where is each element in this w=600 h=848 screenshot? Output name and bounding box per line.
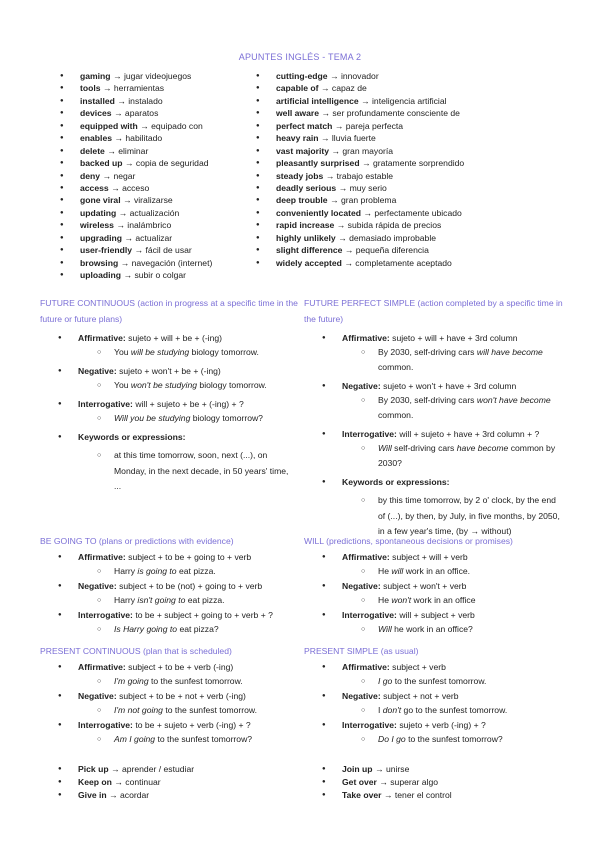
- rule-text: sujeto + will + have + 3rd column: [392, 333, 518, 343]
- arrow-icon: →: [124, 158, 134, 169]
- example: [304, 441, 558, 471]
- rule-text: will + sujeto + have + 3rd column + ?: [399, 429, 540, 439]
- rule-text: subject + to be + going to + verb: [128, 551, 252, 562]
- rule-label: Affirmative:: [78, 551, 126, 562]
- interrogative-rule: [304, 608, 574, 622]
- phrasal-verb-item: [40, 763, 194, 776]
- negative-rule: [304, 689, 574, 703]
- vocabulary-item: [60, 232, 212, 244]
- section-heading: BE GOING TO (plans or predictions with evidence): [40, 536, 234, 546]
- phrasal-verbs-right: [304, 763, 452, 802]
- rule-label: Negative:: [342, 690, 381, 701]
- rule-label: Keywords or expressions:: [342, 477, 450, 487]
- arrow-icon: →: [110, 764, 120, 774]
- term-spanish: ser profundamente consciente de: [332, 108, 460, 119]
- rule-label: Interrogative:: [342, 429, 397, 439]
- term-english: heavy rain: [276, 133, 319, 144]
- phrasal-verb-item: [304, 763, 452, 776]
- arrow-icon: →: [124, 232, 133, 243]
- term-english: uploading: [80, 270, 122, 280]
- term-english: enables: [80, 133, 113, 144]
- example-verb: Will you be studying: [114, 413, 191, 423]
- example: [304, 703, 574, 718]
- term-spanish: lluvia fuerte: [331, 133, 376, 144]
- term-spanish: negar: [113, 170, 136, 181]
- example: [40, 674, 302, 689]
- vocabulary-list-right: [256, 70, 464, 269]
- interrogative-rule: [304, 718, 574, 732]
- example: [304, 345, 558, 375]
- example-text: common by 2030?: [378, 443, 556, 468]
- rule-text: subject + not + verb: [383, 690, 459, 701]
- arrow-icon: →: [329, 71, 339, 81]
- vocabulary-item: [256, 194, 464, 206]
- term-english: equipped with: [80, 120, 138, 131]
- example: [40, 703, 302, 718]
- term-spanish: perfectamente ubicado: [374, 207, 462, 218]
- example-text: You: [114, 347, 131, 357]
- rule-label: Negative:: [342, 580, 381, 591]
- section-heading: WILL (predictions, spontaneous decisions or promises): [304, 536, 513, 546]
- section-future-continuous: [40, 296, 302, 495]
- vocabulary-item: [256, 219, 464, 231]
- vocabulary-item: [60, 194, 212, 206]
- example-text: eat pizza.: [176, 565, 216, 576]
- term-english: user-friendly: [80, 245, 133, 256]
- example: [304, 593, 574, 608]
- term-spanish: inalámbrico: [127, 220, 172, 231]
- term-english: deadly serious: [276, 182, 337, 193]
- term-spanish: fácil de usar: [145, 245, 192, 256]
- rule-text: to be + sujeto + verb (-ing) + ?: [135, 719, 251, 730]
- term-english: pleasantly surprised: [276, 158, 360, 169]
- term-spanish: tener el control: [394, 790, 452, 800]
- term-spanish: viralizarse: [133, 195, 173, 206]
- vocabulary-item: [60, 244, 212, 256]
- term-spanish: continuar: [125, 777, 161, 787]
- phrasal-verb-item: [40, 789, 194, 802]
- rule-text: subject + verb: [392, 661, 446, 672]
- example-text: eat pizza?: [177, 623, 219, 634]
- vocabulary-item: [60, 132, 212, 144]
- interrogative-rule: [40, 608, 302, 622]
- example-text: self-driving cars: [391, 443, 457, 453]
- vocabulary-item: [60, 107, 212, 119]
- term-english: conveniently located: [276, 207, 362, 218]
- term-english: backed up: [80, 158, 123, 169]
- section-present-continuous: [40, 644, 302, 747]
- rule-label: Negative:: [342, 381, 381, 391]
- example: [304, 622, 574, 637]
- arrow-icon: →: [118, 207, 128, 218]
- negative-rule: [40, 364, 302, 378]
- section-will: [304, 534, 574, 637]
- term-english: slight difference: [276, 245, 343, 256]
- affirmative-rule: [304, 660, 574, 674]
- term-english: updating: [80, 207, 117, 218]
- term-spanish: copia de seguridad: [135, 158, 209, 169]
- arrow-icon: →: [379, 777, 388, 787]
- example-text: to the sunfest tomorrow.: [392, 675, 487, 686]
- vocabulary-item: [60, 170, 212, 182]
- arrow-icon: →: [109, 790, 118, 800]
- vocabulary-item: [256, 244, 464, 256]
- term-english: capable of: [276, 83, 319, 94]
- term-english: delete: [80, 145, 105, 156]
- term-english: wireless: [80, 220, 114, 231]
- example-verb: will have become: [476, 347, 543, 357]
- example: [40, 564, 302, 579]
- example-text: common.: [378, 362, 414, 372]
- arrow-icon: →: [114, 133, 123, 144]
- section-heading: FUTURE CONTINUOUS (action in progress at a specific time in the future or future plans): [40, 298, 298, 324]
- affirmative-rule: [40, 550, 302, 564]
- rule-label: Negative:: [78, 690, 117, 701]
- vocabulary-item: [60, 70, 212, 82]
- interrogative-rule: [40, 718, 302, 732]
- term-spanish: actualización: [129, 207, 180, 218]
- example-text: biology tomorrow?: [190, 413, 263, 423]
- term-spanish: completamente aceptado: [355, 257, 452, 268]
- term-spanish: innovador: [340, 71, 379, 81]
- term-spanish: acordar: [120, 790, 150, 800]
- example-verb: Will: [378, 623, 392, 634]
- keywords-rule: [40, 430, 302, 444]
- example-text: eat pizza.: [185, 594, 225, 605]
- example: [304, 732, 574, 747]
- rule-label: Interrogative:: [342, 609, 397, 620]
- example: [304, 674, 574, 689]
- term-english: well aware: [276, 108, 319, 119]
- example-text: He: [378, 565, 392, 576]
- arrow-icon: →: [320, 83, 330, 94]
- term-spanish: inteligencia artificial: [372, 95, 447, 106]
- term-spanish: unirse: [385, 764, 410, 774]
- arrow-icon: →: [361, 158, 371, 169]
- term-english: access: [80, 182, 109, 193]
- example-verb: won't: [391, 594, 412, 605]
- example-verb: have become: [456, 443, 509, 453]
- vocabulary-item: [256, 132, 464, 144]
- rule-text: subject + to be + verb (-ing): [128, 661, 234, 672]
- vocabulary-item: [256, 95, 464, 107]
- arrow-icon: →: [321, 108, 330, 119]
- example-verb: I go: [378, 675, 393, 686]
- term-english: Pick up: [78, 764, 109, 774]
- rule-label: Affirmative:: [342, 551, 390, 562]
- arrow-icon: →: [383, 790, 393, 800]
- arrow-icon: →: [344, 257, 353, 268]
- negative-rule: [304, 579, 574, 593]
- rule-label: Interrogative:: [78, 609, 133, 620]
- term-english: Keep on: [78, 777, 112, 787]
- term-english: artificial intelligence: [276, 95, 359, 106]
- example-text: to the sunfest tomorrow.: [148, 675, 243, 686]
- rule-text: will + sujeto + be + (-ing) + ?: [135, 399, 244, 409]
- term-spanish: gran mayoría: [342, 145, 394, 156]
- arrow-icon: →: [107, 145, 116, 156]
- term-spanish: subir o colgar: [134, 270, 187, 280]
- vocabulary-item: [60, 120, 212, 132]
- arrow-icon: →: [336, 220, 346, 231]
- example-text: he work in an office?: [391, 623, 473, 634]
- example-verb: will: [391, 565, 404, 576]
- vocabulary-item: [256, 145, 464, 157]
- affirmative-rule: [304, 550, 574, 564]
- example-text: common.: [378, 410, 414, 420]
- term-english: highly unlikely: [276, 232, 336, 243]
- arrow-icon: →: [329, 195, 339, 206]
- term-english: cutting-edge: [276, 71, 328, 81]
- example-text: By 2030, self-driving cars: [378, 395, 477, 405]
- rule-label: Negative:: [78, 580, 117, 591]
- section-be-going-to: [40, 534, 302, 637]
- example-text: to the sunfest tomorrow?: [155, 733, 253, 744]
- example-text: work in an office.: [403, 565, 471, 576]
- arrow-icon: →: [331, 145, 341, 156]
- term-spanish: pequeña diferencia: [355, 245, 429, 256]
- affirmative-rule: [40, 660, 302, 674]
- rule-text: sujeto + won't + have + 3rd column: [383, 381, 517, 391]
- example-verb: I'm going: [114, 675, 149, 686]
- rule-text: to be + subject + going to + verb + ?: [135, 609, 273, 620]
- arrow-icon: →: [363, 207, 372, 218]
- example: [40, 345, 302, 360]
- arrow-icon: →: [361, 95, 370, 106]
- rule-label: Affirmative:: [342, 333, 390, 343]
- vocabulary-list-left: [60, 70, 212, 281]
- example: [40, 378, 302, 393]
- example-verb: Am I going: [114, 733, 156, 744]
- example-verb: Will: [378, 443, 392, 453]
- example-verb: won't be studying: [130, 380, 198, 390]
- rule-label: Affirmative:: [78, 333, 126, 343]
- vocabulary-item: [256, 170, 464, 182]
- vocabulary-item: [256, 257, 464, 269]
- rule-label: Affirmative:: [78, 661, 126, 672]
- example-text: to the sunfest tomorrow?: [405, 733, 503, 744]
- arrow-icon: →: [122, 195, 132, 206]
- arrow-icon: →: [116, 220, 125, 231]
- term-english: deny: [80, 170, 101, 181]
- example-verb: is going to: [137, 565, 177, 576]
- arrow-icon: →: [114, 777, 123, 787]
- negative-rule: [304, 379, 574, 393]
- term-english: Join up: [342, 764, 373, 774]
- term-spanish: gran problema: [340, 195, 397, 206]
- vocabulary-item: [60, 182, 212, 194]
- arrow-icon: →: [338, 182, 348, 193]
- example-text: to the sunfest tomorrow.: [162, 704, 258, 715]
- term-english: tools: [80, 83, 101, 94]
- term-english: deep trouble: [276, 195, 328, 206]
- vocabulary-item: [256, 182, 464, 194]
- example-verb: don't: [382, 704, 402, 715]
- arrow-icon: →: [344, 245, 354, 256]
- section-heading: PRESENT SIMPLE (as usual): [304, 646, 419, 656]
- arrow-icon: →: [320, 133, 330, 144]
- section-future-perfect: [304, 296, 574, 540]
- rule-label: Keywords or expressions:: [78, 432, 186, 442]
- term-english: Get over: [342, 777, 377, 787]
- rule-text: sujeto + verb (-ing) + ?: [399, 719, 486, 730]
- term-spanish: herramientas: [113, 83, 165, 94]
- keywords-example: ○ at this time tomorrow, soon, next (...), on Monday, in the next decade, in 50 years' time, ...: [40, 448, 294, 495]
- vocabulary-item: [256, 157, 464, 169]
- example-verb: I'm not going: [114, 704, 163, 715]
- example-text: Harry: [114, 594, 138, 605]
- rule-label: Interrogative:: [78, 719, 133, 730]
- vocabulary-item: [256, 82, 464, 94]
- vocabulary-item: [60, 207, 212, 219]
- term-spanish: gratamente sorprendido: [372, 158, 465, 169]
- arrow-icon: →: [120, 257, 130, 268]
- term-english: gone viral: [80, 195, 121, 206]
- term-english: Give in: [78, 790, 107, 800]
- negative-rule: [40, 689, 302, 703]
- term-spanish: habilitado: [125, 133, 163, 144]
- vocabulary-item: [60, 269, 212, 281]
- negative-rule: [40, 579, 302, 593]
- arrow-icon: →: [117, 95, 126, 106]
- section-heading: FUTURE PERFECT SIMPLE (action completed by a specific time in the future): [304, 298, 563, 324]
- term-english: widely accepted: [276, 257, 342, 268]
- arrow-icon: →: [113, 108, 123, 119]
- vocabulary-item: [256, 70, 464, 82]
- term-english: vast majority: [276, 145, 330, 156]
- term-spanish: aprender / estudiar: [121, 764, 195, 774]
- rule-label: Interrogative:: [78, 399, 133, 409]
- arrow-icon: →: [140, 120, 149, 131]
- example: [40, 622, 302, 637]
- rule-label: Negative:: [78, 366, 117, 376]
- term-spanish: navegación (internet): [131, 257, 213, 268]
- example-text: work in an office: [411, 594, 476, 605]
- term-spanish: superar algo: [390, 777, 439, 787]
- example: [40, 593, 302, 608]
- term-english: upgrading: [80, 232, 123, 243]
- arrow-icon: →: [123, 270, 133, 280]
- term-spanish: aparatos: [124, 108, 159, 119]
- term-spanish: muy serio: [349, 182, 387, 193]
- term-english: perfect match: [276, 120, 333, 131]
- term-english: steady jobs: [276, 170, 324, 181]
- term-spanish: equipado con: [151, 120, 203, 131]
- example-verb: Do I go: [378, 733, 406, 744]
- example: [40, 732, 302, 747]
- phrasal-verb-item: [304, 789, 452, 802]
- rule-text: subject + to be + not + verb (-ing): [119, 690, 246, 701]
- vocabulary-item: [256, 232, 464, 244]
- keywords-example: ○ by this time tomorrow, by 2 o' clock, by the end of (...), by then, by July, in five months, by 2050, in a few year's time, (by → without): [304, 493, 560, 540]
- arrow-icon: →: [111, 182, 120, 193]
- affirmative-rule: [304, 331, 574, 345]
- term-english: rapid increase: [276, 220, 335, 231]
- vocabulary-item: [60, 257, 212, 269]
- vocabulary-item: [60, 82, 212, 94]
- example-text: go to the sunfest tomorrow.: [401, 704, 508, 715]
- term-spanish: acceso: [122, 182, 150, 193]
- term-english: gaming: [80, 71, 111, 81]
- rule-text: subject + will + verb: [392, 551, 468, 562]
- interrogative-rule: [304, 427, 574, 441]
- vocabulary-item: [256, 207, 464, 219]
- phrasal-verbs-left: [40, 763, 194, 802]
- term-spanish: eliminar: [118, 145, 149, 156]
- arrow-icon: →: [334, 120, 344, 131]
- section-heading: PRESENT CONTINUOUS (plan that is scheduled): [40, 646, 232, 656]
- keywords-rule: [304, 475, 574, 489]
- rule-text: subject + won't + verb: [383, 580, 467, 591]
- rule-label: Interrogative:: [342, 719, 397, 730]
- rule-label: Affirmative:: [342, 661, 390, 672]
- term-english: installed: [80, 95, 115, 106]
- arrow-icon: →: [338, 232, 347, 243]
- vocabulary-item: [60, 95, 212, 107]
- arrow-icon: →: [374, 764, 384, 774]
- vocabulary-item: [256, 120, 464, 132]
- term-english: browsing: [80, 257, 119, 268]
- example-text: You: [114, 380, 131, 390]
- example: [40, 411, 302, 426]
- term-spanish: trabajo estable: [336, 170, 394, 181]
- section-present-simple: [304, 644, 574, 747]
- term-spanish: subida rápida de precios: [347, 220, 442, 231]
- term-spanish: pareja perfecta: [345, 120, 404, 131]
- arrow-icon: →: [102, 170, 112, 181]
- example-verb: Is Harry going to: [114, 623, 178, 634]
- vocabulary-item: [60, 157, 212, 169]
- term-english: Take over: [342, 790, 382, 800]
- rule-text: subject + to be (not) + going to + verb: [119, 580, 263, 591]
- term-english: devices: [80, 108, 112, 119]
- term-spanish: demasiado improbable: [349, 232, 437, 243]
- affirmative-rule: [40, 331, 302, 345]
- example-verb: isn't going to: [137, 594, 186, 605]
- document-title: APUNTES INGLÉS - TEMA 2: [238, 52, 362, 62]
- vocabulary-item: [60, 145, 212, 157]
- phrasal-verb-item: [304, 776, 452, 789]
- phrasal-verb-item: [40, 776, 194, 789]
- vocabulary-item: [60, 219, 212, 231]
- term-spanish: capaz de: [331, 83, 367, 94]
- term-spanish: instalado: [128, 95, 163, 106]
- example-text: biology tomorrow.: [197, 380, 267, 390]
- rule-text: sujeto + won't + be + (-ing): [119, 366, 221, 376]
- arrow-icon: →: [134, 245, 144, 256]
- vocabulary-item: [256, 107, 464, 119]
- example-verb: will be studying: [130, 347, 190, 357]
- example-verb: won't have become: [476, 395, 551, 405]
- example-text: By 2030, self-driving cars: [378, 347, 477, 357]
- example: [304, 393, 558, 423]
- term-spanish: jugar videojuegos: [123, 71, 192, 81]
- example-text: biology tomorrow.: [189, 347, 259, 357]
- example: [304, 564, 574, 579]
- interrogative-rule: [40, 397, 302, 411]
- example-text: Harry: [114, 565, 138, 576]
- rule-text: will + subject + verb: [399, 609, 475, 620]
- example-text: He: [378, 594, 392, 605]
- rule-text: sujeto + will + be + (-ing): [128, 333, 223, 343]
- example-text: I: [378, 704, 383, 715]
- arrow-icon: →: [325, 170, 335, 181]
- arrow-icon: →: [102, 83, 112, 94]
- arrow-icon: →: [112, 71, 122, 81]
- term-spanish: actualizar: [135, 232, 173, 243]
